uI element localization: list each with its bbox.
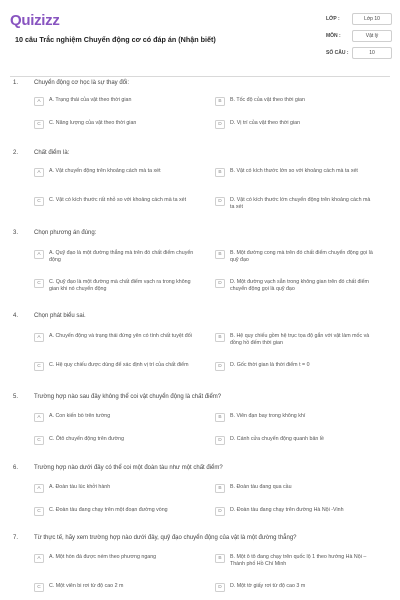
meta-subject-row bbox=[326, 29, 392, 43]
option-text: A. Trạng thái của vật theo thời gian bbox=[49, 97, 132, 103]
option-text: D. Gốc thời gian là thời điểm t = 0 bbox=[230, 362, 310, 368]
question-number: 2. bbox=[13, 150, 19, 156]
answer-option-c[interactable] bbox=[34, 507, 194, 516]
answer-option-c[interactable] bbox=[34, 583, 194, 592]
option-text: A. Quỹ đạo là một đường thẳng mà trên đó chất điểm chuyển động bbox=[49, 250, 194, 263]
meta-class-value: Lớp 10 bbox=[352, 13, 392, 25]
quizizz-logo: Quizizz bbox=[10, 12, 60, 29]
question-text: Chọn phương án đúng: bbox=[34, 230, 97, 236]
question-text: Từ thực tế, hãy xem trường hợp nào dưới đây, quỹ đạo chuyển động của vật là một đường thẳng? bbox=[34, 535, 297, 541]
question-text: Chọn phát biểu sai. bbox=[34, 313, 86, 319]
meta-count-row bbox=[326, 46, 392, 60]
question-number: 4. bbox=[13, 313, 19, 319]
option-text: C. Hệ quy chiếu được dùng để xác định vị trí của chất điểm bbox=[49, 362, 189, 368]
meta-subject-label: MÔN : bbox=[326, 33, 341, 39]
option-text: C. Vật có kích thước rất nhỏ so với khoảng cách mà ta xét bbox=[49, 197, 187, 203]
question-number: 3. bbox=[13, 230, 19, 236]
question-text: Trường hợp nào dưới đây có thể coi một đoàn tàu như một chất điểm? bbox=[34, 465, 223, 471]
answer-option-d[interactable] bbox=[215, 197, 375, 211]
answer-option-d[interactable] bbox=[215, 279, 375, 293]
option-letter-box: A bbox=[34, 168, 44, 177]
question-number: 7. bbox=[13, 535, 19, 541]
answer-option-a[interactable] bbox=[34, 250, 194, 264]
question-number: 6. bbox=[13, 465, 19, 471]
option-text: C. Đoàn tàu đang chạy trên một đoạn đường vòng bbox=[49, 507, 168, 513]
option-letter-box: D bbox=[215, 507, 225, 516]
option-letter-box: B bbox=[215, 413, 225, 422]
option-text: A. Vật chuyển động trên khoảng cách mà ta xét bbox=[49, 168, 161, 174]
option-letter-box: D bbox=[215, 583, 225, 592]
option-letter-box: C bbox=[34, 507, 44, 516]
question-number: 1. bbox=[13, 80, 19, 86]
answer-option-a[interactable] bbox=[34, 168, 194, 177]
option-letter-box: C bbox=[34, 362, 44, 371]
question-number: 5. bbox=[13, 394, 19, 400]
answer-option-d[interactable] bbox=[215, 436, 375, 445]
option-text: B. Một đường cong mà trên đó chất điểm chuyển động gọi là quỹ đạo bbox=[230, 250, 373, 263]
option-letter-box: D bbox=[215, 120, 225, 129]
option-letter-box: D bbox=[215, 362, 225, 371]
option-letter-box: D bbox=[215, 279, 225, 288]
meta-subject-value: Vật lý bbox=[352, 30, 392, 42]
option-text: D. Đoàn tàu đang chạy trên đường Hà Nội -Vinh bbox=[230, 507, 344, 513]
option-letter-box: A bbox=[34, 413, 44, 422]
option-letter-box: D bbox=[215, 197, 225, 206]
worksheet-meta bbox=[326, 12, 392, 63]
question-text: Chất điểm là: bbox=[34, 150, 70, 156]
option-text: D. Một tờ giấy rơi từ độ cao 3 m bbox=[230, 583, 306, 589]
answer-option-d[interactable] bbox=[215, 507, 375, 516]
option-text: C. Quỹ đạo là một đường mà chất điểm vạch ra trong không gian khi nó chuyển động bbox=[49, 279, 191, 292]
option-text: C. Ôtô chuyển động trên đường bbox=[49, 436, 125, 442]
answer-option-a[interactable] bbox=[34, 484, 194, 493]
answer-option-a[interactable] bbox=[34, 413, 194, 422]
meta-class-label: LỚP : bbox=[326, 16, 340, 22]
answer-option-a[interactable] bbox=[34, 97, 194, 106]
question-text: Chuyển động cơ học là sự thay đổi: bbox=[34, 80, 130, 86]
option-letter-box: A bbox=[34, 484, 44, 493]
answer-option-d[interactable] bbox=[215, 362, 375, 371]
option-text: D. Vị trí của vật theo thời gian bbox=[230, 120, 301, 126]
option-text: B. Viên đạn bay trong không khí bbox=[230, 413, 306, 419]
page-title: 10 câu Trắc nghiệm Chuyển động cơ có đáp án (Nhận biết) bbox=[15, 35, 216, 44]
option-letter-box: A bbox=[34, 554, 44, 563]
option-letter-box: D bbox=[215, 436, 225, 445]
answer-option-b[interactable] bbox=[215, 554, 375, 568]
option-text: B. Hệ quy chiếu gồm hệ trục tọa độ gắn với vật làm mốc và đồng hồ đếm thời gian bbox=[230, 333, 370, 346]
meta-count-value: 10 bbox=[352, 47, 392, 59]
option-letter-box: C bbox=[34, 197, 44, 206]
worksheet-header bbox=[0, 0, 400, 72]
option-text: B. Đoàn tàu đang qua cầu bbox=[230, 484, 292, 490]
option-letter-box: C bbox=[34, 583, 44, 592]
answer-option-c[interactable] bbox=[34, 120, 194, 129]
answer-option-b[interactable] bbox=[215, 484, 375, 493]
option-letter-box: A bbox=[34, 97, 44, 106]
option-letter-box: B bbox=[215, 250, 225, 259]
question-text: Trường hợp nào sau đây không thể coi vật chuyển động là chất điểm? bbox=[34, 394, 222, 400]
answer-option-b[interactable] bbox=[215, 250, 375, 264]
option-text: A. Một hòn đá được ném theo phương ngang bbox=[49, 554, 157, 560]
option-letter-box: B bbox=[215, 333, 225, 342]
option-letter-box: B bbox=[215, 97, 225, 106]
answer-option-c[interactable] bbox=[34, 197, 194, 206]
answer-option-d[interactable] bbox=[215, 583, 375, 592]
option-letter-box: A bbox=[34, 250, 44, 259]
answer-option-c[interactable] bbox=[34, 279, 194, 293]
option-text: C. Một viên bi rơi từ độ cao 2 m bbox=[49, 583, 124, 589]
option-text: B. Vật có kích thước lớn so với khoảng cách mà ta xét bbox=[230, 168, 358, 174]
option-letter-box: B bbox=[215, 484, 225, 493]
option-letter-box: C bbox=[34, 120, 44, 129]
option-text: D. Cánh cửa chuyển động quanh bản lề bbox=[230, 436, 324, 442]
option-letter-box: C bbox=[34, 436, 44, 445]
meta-class-row bbox=[326, 12, 392, 26]
answer-option-d[interactable] bbox=[215, 120, 375, 129]
option-text: D. Một đường vạch sẵn trong không gian trên đó chất điểm chuyển động gọi là quỹ đạo bbox=[230, 279, 369, 292]
option-letter-box: B bbox=[215, 168, 225, 177]
option-letter-box: C bbox=[34, 279, 44, 288]
option-letter-box: A bbox=[34, 333, 44, 342]
answer-option-b[interactable] bbox=[215, 333, 375, 347]
option-text: A. Đoàn tàu lúc khởi hành bbox=[49, 484, 111, 490]
answer-option-c[interactable] bbox=[34, 362, 194, 371]
header-divider bbox=[10, 76, 390, 77]
option-text: A. Con kiến bò trên tường bbox=[49, 413, 111, 419]
option-text: B. Một ô tô đang chạy trên quốc lộ 1 theo hướng Hà Nội – Thành phố Hồ Chí Minh bbox=[230, 554, 367, 567]
answer-option-c[interactable] bbox=[34, 436, 194, 445]
answer-option-a[interactable] bbox=[34, 554, 194, 563]
option-text: B. Tốc độ của vật theo thời gian bbox=[230, 97, 305, 103]
answer-option-b[interactable] bbox=[215, 168, 375, 177]
answer-option-a[interactable] bbox=[34, 333, 194, 342]
option-letter-box: B bbox=[215, 554, 225, 563]
option-text: A. Chuyển động và trạng thái đứng yên có tính chất tuyệt đối bbox=[49, 333, 192, 339]
meta-count-label: SỐ CÂU : bbox=[326, 50, 349, 56]
answer-option-b[interactable] bbox=[215, 413, 375, 422]
answer-option-b[interactable] bbox=[215, 97, 375, 106]
option-text: C. Năng lượng của vật theo thời gian bbox=[49, 120, 137, 126]
option-text: D. Vật có kích thước lớn chuyển động trên khoảng cách mà ta xét bbox=[230, 197, 371, 210]
